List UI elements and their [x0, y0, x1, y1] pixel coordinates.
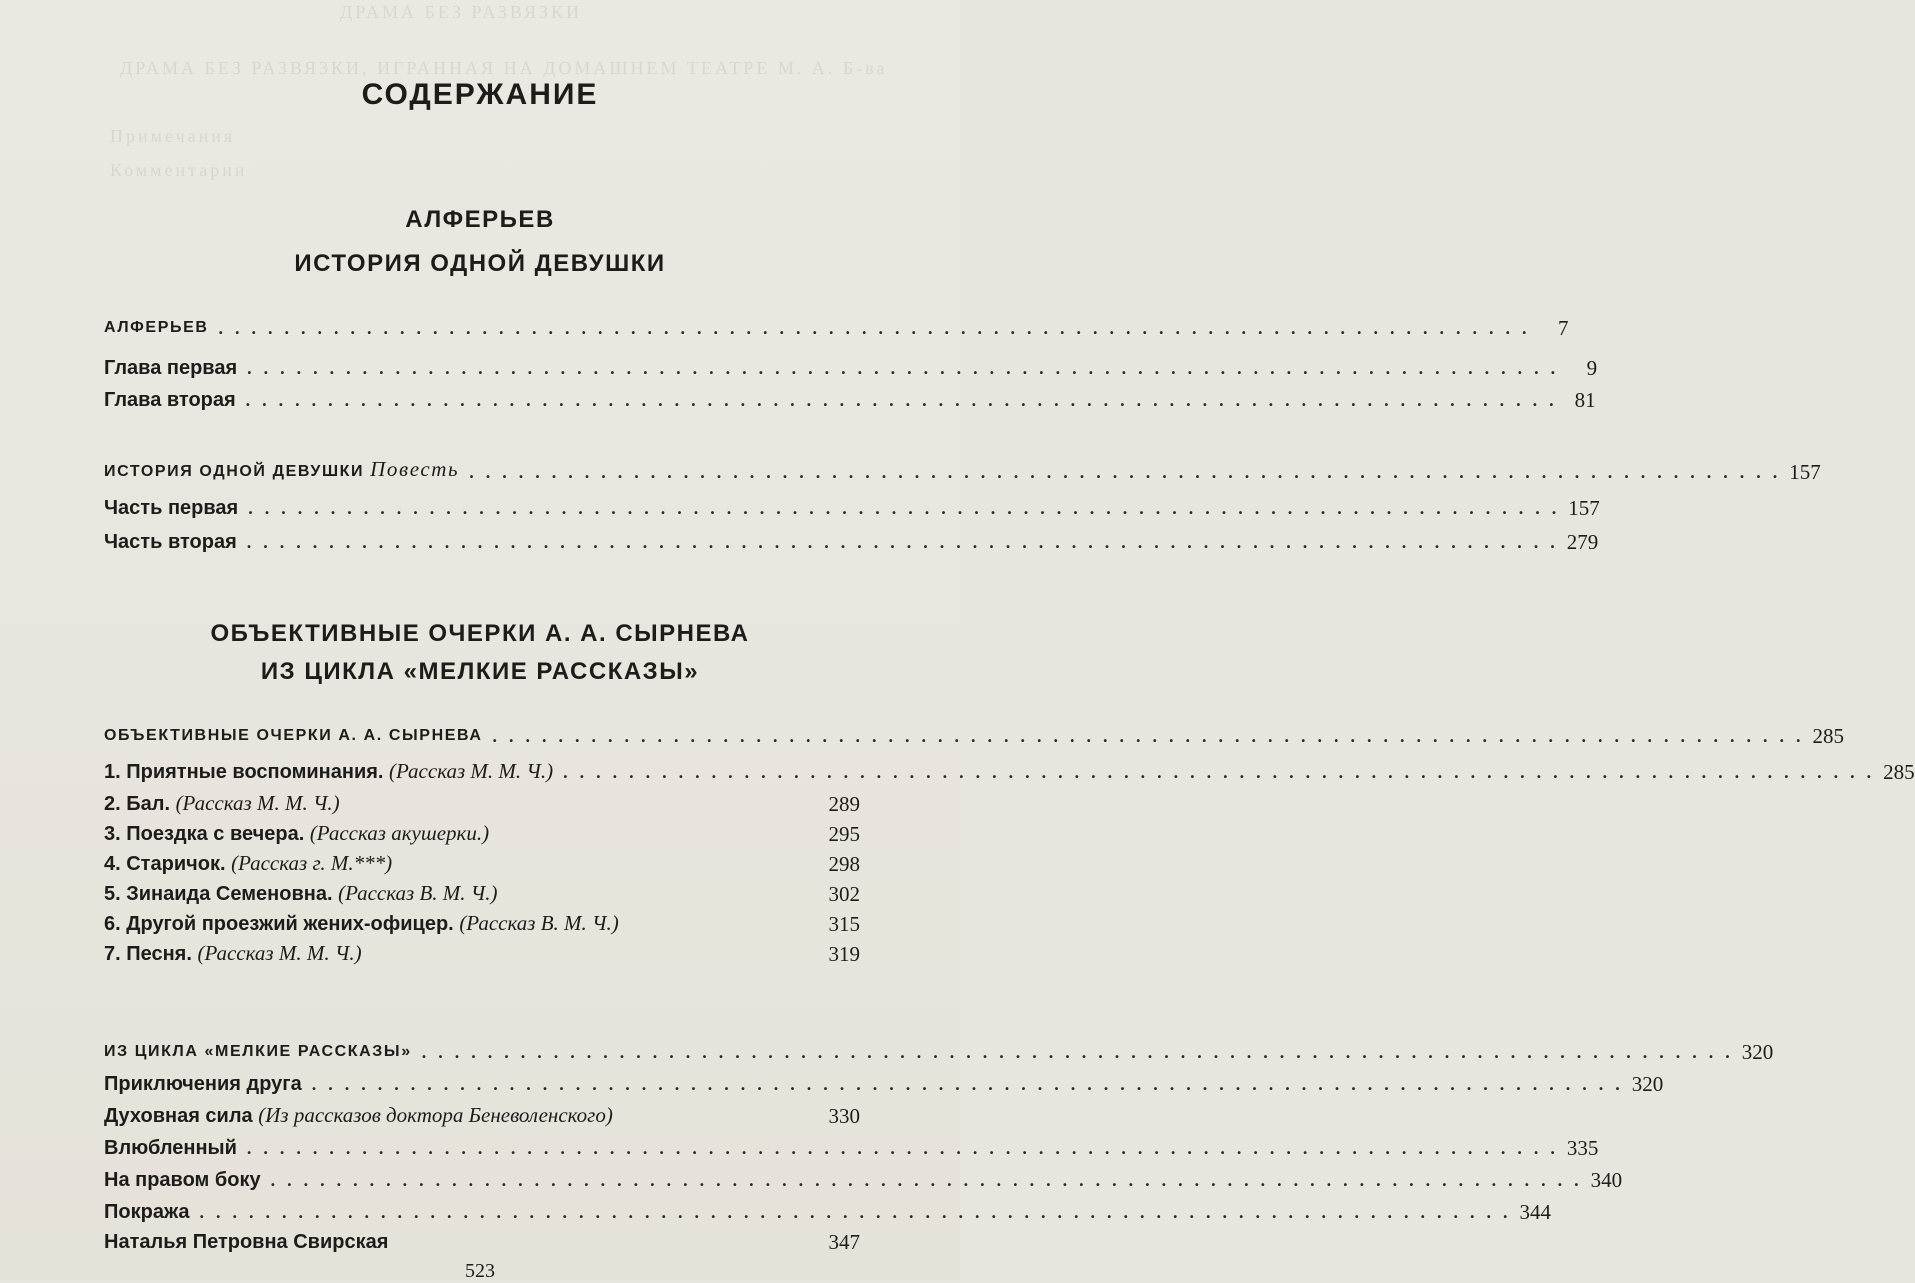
leader-dots	[388, 1226, 828, 1258]
leader-dots	[392, 848, 828, 880]
toc-entry	[104, 818, 860, 850]
leader-dots	[613, 1100, 829, 1132]
page-title: СОДЕРЖАНИЕ	[361, 78, 599, 111]
leader-dots: ................................................................................	[246, 1138, 1567, 1158]
toc-entry-note: (Рассказ г. М.***)	[231, 851, 393, 875]
toc-entry-title: Духовная сила (Из рассказов доктора Беневоленского)	[104, 1103, 613, 1127]
toc-entry-title: АЛФЕРЬЕВ	[104, 319, 209, 336]
toc-entry	[104, 1068, 1664, 1100]
leader-dots	[340, 788, 829, 820]
toc-entry-title: Наталья Петровна Свирская	[104, 1231, 389, 1253]
toc-entry-title: Покража	[104, 1201, 190, 1223]
leader-dots: ................................................................................	[199, 1202, 1520, 1222]
toc-entry-title: Глава первая	[104, 357, 238, 379]
toc-entry-page: 320	[1741, 1040, 1774, 1064]
leader-dots: ................................................................................	[248, 498, 1569, 518]
leader-dots: ................................................................................	[492, 726, 1813, 746]
toc-entry-title: 5. Зинаида Семеновна. (Рассказ В. М. Ч.)	[104, 881, 498, 905]
leader-dots	[619, 908, 829, 940]
toc-entry-title: 3. Поездка с вечера. (Рассказ акушерки.)	[104, 821, 490, 845]
leader-dots: ................................................................................	[247, 358, 1568, 378]
toc-entry-title: 2. Бал. (Рассказ М. М. Ч.)	[104, 791, 340, 815]
section-subtitle: ИСТОРИЯ ОДНОЙ ДЕВУШКИ	[294, 250, 666, 277]
toc-entry-page: 285	[1883, 760, 1915, 784]
toc-entry	[104, 878, 860, 910]
toc-entry-page: 279	[1566, 530, 1599, 554]
toc-entry-page: 330	[828, 1104, 860, 1128]
toc-entry-page: 319	[828, 942, 860, 966]
toc-entry-title: Глава вторая	[104, 389, 236, 411]
toc-entry-page: 302	[828, 882, 860, 906]
show-through-text: ДРАМА БЕЗ РАЗВЯЗКИ, ИГРАННАЯ НА ДОМАШНЕМ ТЕАТРЕ М. А. Б-ва	[120, 58, 888, 78]
toc-entry-title: На правом боку	[104, 1169, 261, 1191]
toc-entry-title: Приключения друга	[104, 1073, 302, 1095]
toc-entry	[104, 1036, 1774, 1068]
toc-entry	[104, 1226, 860, 1258]
toc-entry	[104, 312, 1569, 344]
leader-dots	[489, 818, 828, 850]
toc-entry-page: 9	[1586, 356, 1598, 380]
toc-entry-page: 340	[1590, 1168, 1623, 1192]
toc-entry-page: 157	[1568, 496, 1600, 520]
toc-entry-page: 289	[828, 792, 860, 816]
toc-entry-title: Часть первая	[104, 497, 239, 519]
toc-entry-page: 157	[1789, 460, 1821, 484]
toc-entry-page: 344	[1519, 1200, 1551, 1224]
section-title: ОБЪЕКТИВНЫЕ ОЧЕРКИ А. А. СЫРНЕВА	[210, 620, 750, 647]
toc-entry	[104, 848, 860, 880]
toc-entry	[104, 1100, 860, 1132]
toc-entry-page: 81	[1574, 388, 1596, 412]
toc-entry-page: 7	[1558, 316, 1569, 340]
show-through-text: Примечания	[110, 126, 236, 146]
show-through-text: ДРАМА БЕЗ РАЗВЯЗКИ	[340, 2, 582, 22]
toc-entry	[104, 908, 860, 940]
toc-entry-note: (Рассказ М. М. Ч.)	[175, 791, 340, 815]
leader-dots: ................................................................................	[245, 390, 1566, 410]
toc-entry-page: 298	[828, 852, 860, 876]
toc-entry-title: ИЗ ЦИКЛА «МЕЛКИЕ РАССКАЗЫ»	[104, 1043, 412, 1060]
toc-entry-page: 295	[828, 822, 860, 846]
toc-entry-note: (Рассказ В. М. Ч.)	[459, 911, 619, 935]
toc-entry	[104, 1164, 1623, 1196]
toc-entry-note: Повесть	[370, 457, 460, 481]
show-through-text: Комментарии	[110, 160, 248, 180]
toc-entry	[104, 352, 1598, 384]
toc-entry-note: (Рассказ В. М. Ч.)	[338, 881, 498, 905]
page-number: 523	[465, 1260, 495, 1282]
toc-entry-title: 6. Другой проезжий жених-офицер. (Рассказ В. М. Ч.)	[104, 911, 619, 935]
leader-dots: ................................................................................	[421, 1042, 1742, 1062]
toc-entry-page: 285	[1812, 724, 1845, 748]
leader-dots: ................................................................................	[270, 1170, 1591, 1190]
leader-dots: ................................................................................	[563, 762, 1884, 782]
toc-entry	[104, 384, 1596, 416]
toc-entry-page: 347	[828, 1230, 860, 1254]
toc-entry-page: 320	[1631, 1072, 1664, 1096]
toc-entry	[104, 788, 860, 820]
toc-entry	[104, 492, 1600, 524]
toc-entry	[104, 1196, 1551, 1228]
toc-entry	[104, 1132, 1599, 1164]
toc-entry-title: 1. Приятные воспоминания. (Рассказ М. М. Ч.)	[104, 759, 554, 783]
leader-dots: ................................................................................	[311, 1074, 1632, 1094]
toc-entry-title: ИСТОРИЯ ОДНОЙ ДЕВУШКИ Повесть	[104, 457, 460, 481]
leader-dots: ................................................................................	[246, 532, 1567, 552]
toc-entry-title: Влюбленный	[104, 1137, 237, 1159]
leader-dots: ................................................................................	[469, 462, 1790, 482]
toc-entry-title: 7. Песня. (Рассказ М. М. Ч.)	[104, 941, 362, 965]
toc-entry-title: Часть вторая	[104, 531, 237, 553]
toc-entry	[104, 938, 860, 970]
section-subtitle: ИЗ ЦИКЛА «МЕЛКИЕ РАССКАЗЫ»	[260, 658, 700, 685]
leader-dots: ................................................................................	[218, 318, 1539, 338]
toc-entry-note: (Рассказ М. М. Ч.)	[389, 759, 554, 783]
toc-entry	[104, 756, 1915, 788]
toc-entry	[104, 720, 1845, 752]
leader-dots	[362, 938, 829, 970]
section-title: АЛФЕРЬЕВ	[405, 206, 555, 233]
toc-entry-note: (Рассказ акушерки.)	[309, 821, 490, 845]
toc-entry	[104, 456, 1821, 488]
toc-entry-note: (Из рассказов доктора Беневоленского)	[258, 1103, 613, 1127]
toc-entry	[104, 526, 1599, 558]
toc-entry-page: 335	[1566, 1136, 1599, 1160]
toc-entry-note: (Рассказ М. М. Ч.)	[197, 941, 362, 965]
toc-entry-page: 315	[828, 912, 860, 936]
toc-entry-title: ОБЪЕКТИВНЫЕ ОЧЕРКИ А. А. СЫРНЕВА	[104, 727, 483, 744]
toc-entry-title: 4. Старичок. (Рассказ г. М.***)	[104, 851, 393, 875]
leader-dots	[498, 878, 829, 910]
